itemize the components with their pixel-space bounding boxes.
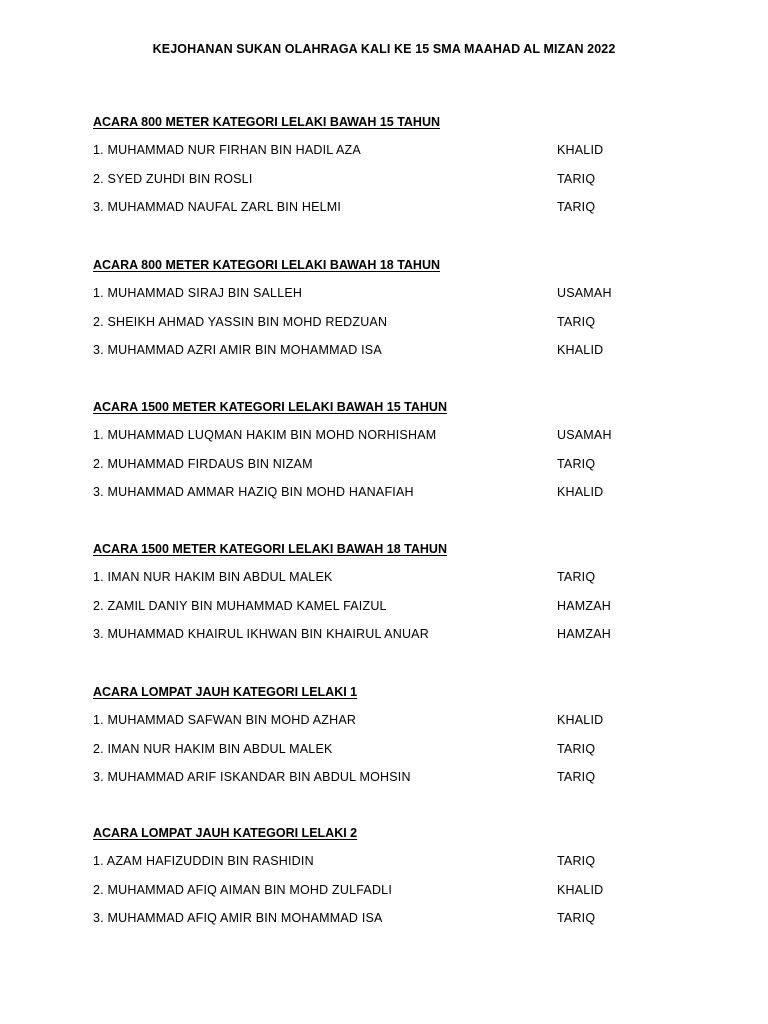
house-name: KHALID bbox=[557, 143, 604, 157]
event-heading: ACARA 1500 METER KATEGORI LELAKI BAWAH 15 TAHUN bbox=[93, 400, 447, 414]
house-name: KHALID bbox=[557, 343, 604, 358]
house-name: TARIQ bbox=[557, 770, 596, 785]
event-heading: ACARA LOMPAT JAUH KATEGORI LELAKI 2 bbox=[93, 826, 358, 840]
result-row bbox=[93, 882, 653, 898]
result-row bbox=[93, 626, 653, 642]
athlete-name: 3. MUHAMMAD AZRI AMIR BIN MOHAMMAD ISA bbox=[93, 343, 382, 358]
athlete-name: 2. SYED ZUHDI BIN ROSLI bbox=[93, 171, 253, 186]
event-heading: ACARA LOMPAT JAUH KATEGORI LELAKI 1 bbox=[93, 685, 358, 699]
house-name: USAMAH bbox=[557, 428, 612, 442]
athlete-name: 3. MUHAMMAD KHAIRUL IKHWAN BIN KHAIRUL ANUAR bbox=[93, 627, 429, 642]
house-name: TARIQ bbox=[557, 456, 596, 471]
athlete-name: 1. MUHAMMAD NUR FIRHAN BIN HADIL AZA bbox=[93, 143, 361, 157]
house-name: HAMZAH bbox=[557, 627, 611, 642]
result-row bbox=[93, 285, 653, 301]
result-row bbox=[93, 769, 653, 785]
house-name: TARIQ bbox=[557, 314, 596, 329]
athlete-name: 1. IMAN NUR HAKIM BIN ABDUL MALEK bbox=[93, 570, 333, 584]
event-section bbox=[93, 541, 653, 655]
house-name: TARIQ bbox=[557, 200, 596, 215]
result-row bbox=[93, 484, 653, 500]
result-row bbox=[93, 853, 653, 869]
result-row bbox=[93, 598, 653, 614]
result-row bbox=[93, 910, 653, 926]
document-title: KEJOHANAN SUKAN OLAHRAGA KALI KE 15 SMA MAAHAD AL MIZAN 2022 bbox=[152, 42, 616, 56]
house-name: USAMAH bbox=[557, 286, 612, 300]
result-row bbox=[93, 314, 653, 330]
athlete-name: 2. ZAMIL DANIY BIN MUHAMMAD KAMEL FAIZUL bbox=[93, 598, 387, 613]
athlete-name: 3. MUHAMMAD AMMAR HAZIQ BIN MOHD HANAFIAH bbox=[93, 485, 414, 500]
event-section bbox=[93, 257, 653, 371]
result-row bbox=[93, 199, 653, 215]
house-name: TARIQ bbox=[557, 570, 596, 584]
house-name: TARIQ bbox=[557, 741, 596, 756]
house-name: KHALID bbox=[557, 882, 604, 897]
house-name: TARIQ bbox=[557, 854, 596, 868]
result-row bbox=[93, 569, 653, 585]
athlete-name: 1. MUHAMMAD SIRAJ BIN SALLEH bbox=[93, 286, 303, 300]
event-section bbox=[93, 825, 653, 939]
house-name: KHALID bbox=[557, 713, 604, 727]
event-heading: ACARA 1500 METER KATEGORI LELAKI BAWAH 18 TAHUN bbox=[93, 542, 447, 556]
athlete-name: 2. MUHAMMAD AFIQ AIMAN BIN MOHD ZULFADLI bbox=[93, 882, 393, 897]
result-row bbox=[93, 427, 653, 443]
house-name: TARIQ bbox=[557, 911, 596, 926]
event-heading: ACARA 800 METER KATEGORI LELAKI BAWAH 18 TAHUN bbox=[93, 258, 441, 272]
house-name: HAMZAH bbox=[557, 598, 611, 613]
athlete-name: 2. MUHAMMAD FIRDAUS BIN NIZAM bbox=[93, 456, 313, 471]
event-section bbox=[93, 399, 653, 513]
athlete-name: 2. SHEIKH AHMAD YASSIN BIN MOHD REDZUAN bbox=[93, 314, 388, 329]
result-row bbox=[93, 456, 653, 472]
house-name: KHALID bbox=[557, 485, 604, 500]
athlete-name: 2. IMAN NUR HAKIM BIN ABDUL MALEK bbox=[93, 741, 333, 756]
event-section bbox=[93, 684, 653, 798]
athlete-name: 3. MUHAMMAD NAUFAL ZARL BIN HELMI bbox=[93, 200, 342, 215]
house-name: TARIQ bbox=[557, 171, 596, 186]
event-section bbox=[93, 114, 653, 228]
event-heading: ACARA 800 METER KATEGORI LELAKI BAWAH 15 TAHUN bbox=[93, 115, 441, 129]
result-row bbox=[93, 712, 653, 728]
athlete-name: 1. AZAM HAFIZUDDIN BIN RASHIDIN bbox=[93, 854, 314, 868]
athlete-name: 1. MUHAMMAD SAFWAN BIN MOHD AZHAR bbox=[93, 713, 357, 727]
result-row bbox=[93, 171, 653, 187]
result-row bbox=[93, 142, 653, 158]
athlete-name: 3. MUHAMMAD AFIQ AMIR BIN MOHAMMAD ISA bbox=[93, 911, 383, 926]
result-row bbox=[93, 342, 653, 358]
result-row bbox=[93, 741, 653, 757]
athlete-name: 3. MUHAMMAD ARIF ISKANDAR BIN ABDUL MOHSIN bbox=[93, 770, 411, 785]
athlete-name: 1. MUHAMMAD LUQMAN HAKIM BIN MOHD NORHISHAM bbox=[93, 428, 437, 442]
